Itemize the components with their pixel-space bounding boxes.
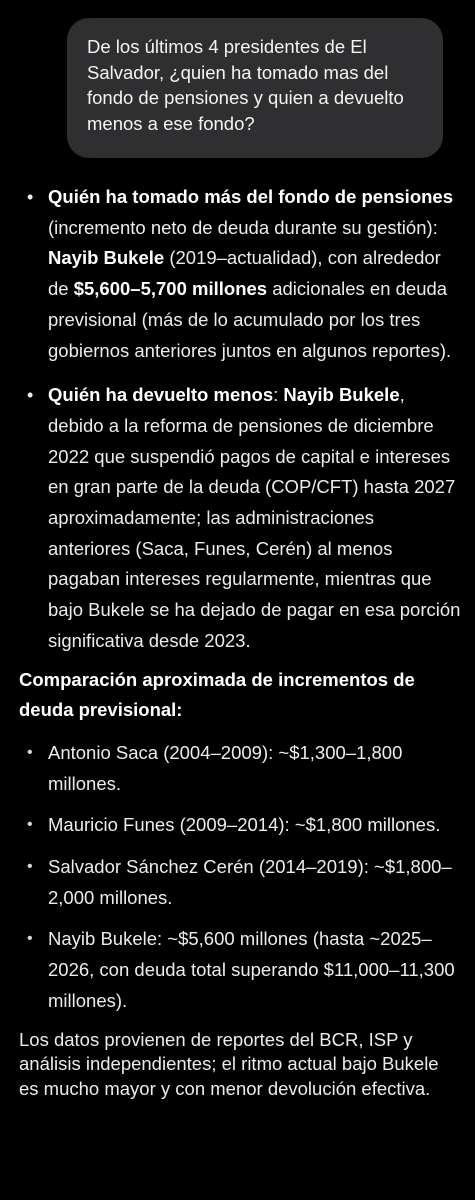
answer-item-text: (2019–actualidad), con alrededor de	[48, 247, 441, 300]
list-item	[0, 738, 475, 799]
answer-item-name: Nayib Bukele	[283, 384, 400, 406]
list-item	[0, 852, 475, 913]
assistant-response	[0, 182, 475, 1101]
closing-paragraph: Los datos provienen de reportes del BCR, ISP y análisis independientes; el ritmo actual bajo Bukele es mucho mayor y con menor devolución efectiva.	[19, 1028, 439, 1099]
answer-item-most-taken	[0, 182, 475, 366]
list-item-text: Salvador Sánchez Cerén (2014–2019): ~$1,800–2,000 millones.	[48, 856, 452, 908]
bullet-icon: •	[27, 385, 34, 406]
list-item-text: Antonio Saca (2004–2009): ~$1,300–1,800 millones.	[48, 741, 403, 794]
list-item-text: Nayib Bukele: ~$5,600 millones (hasta ~2025–2026, con deuda total superando $11,000–11,300 millones).	[48, 928, 455, 1011]
comparison-list	[0, 738, 475, 1017]
user-message-bubble[interactable]	[67, 18, 443, 158]
list-item	[0, 810, 475, 841]
answer-item-text: :	[273, 384, 284, 406]
comparison-heading: Comparación aproximada de incrementos de deuda previsional:	[19, 668, 415, 721]
answer-item-least-returned	[0, 380, 475, 656]
bottom-fade	[0, 1188, 475, 1200]
answer-item-text: , debido a la reforma de pensiones de diciembre 2022 que suspendió pagos de capital e intereses en gran parte de la deuda (COP/CFT) hasta 2027 aproximadamente; las administraciones anteriores (Saca, Funes, Cerén) al menos pagaban intereses regularmente, mientras que bajo Bukele se ha dejado de pagar en esa porción significativa desde 2023.	[48, 384, 461, 651]
answer-item-heading: Quién ha devuelto menos	[48, 384, 274, 406]
user-message-text: De los últimos 4 presidentes de El Salvador, ¿quien ha tomado mas del fondo de pensiones y quien a devuelto menos a ese fondo?	[87, 36, 404, 134]
bullet-icon: •	[27, 187, 34, 207]
answer-list	[0, 182, 475, 657]
bullet-icon: •	[27, 930, 33, 948]
bullet-icon: •	[27, 816, 33, 834]
answer-item-amount: $5,600–5,700 millones	[73, 278, 268, 300]
answer-item-name: Nayib Bukele	[48, 247, 165, 269]
answer-item-text: (incremento neto de deuda durante su gestión):	[48, 216, 438, 238]
list-item-text: Mauricio Funes (2009–2014): ~$1,800 millones.	[48, 814, 441, 836]
list-item	[0, 924, 475, 1016]
bullet-icon: •	[27, 743, 33, 761]
bullet-icon: •	[27, 858, 33, 876]
answer-item-heading: Quién ha tomado más del fondo de pensiones	[48, 186, 453, 207]
answer-item-text: adicionales en deuda previsional (más de lo acumulado por los tres gobiernos anteriores juntos en algunos reportes).	[48, 278, 452, 361]
